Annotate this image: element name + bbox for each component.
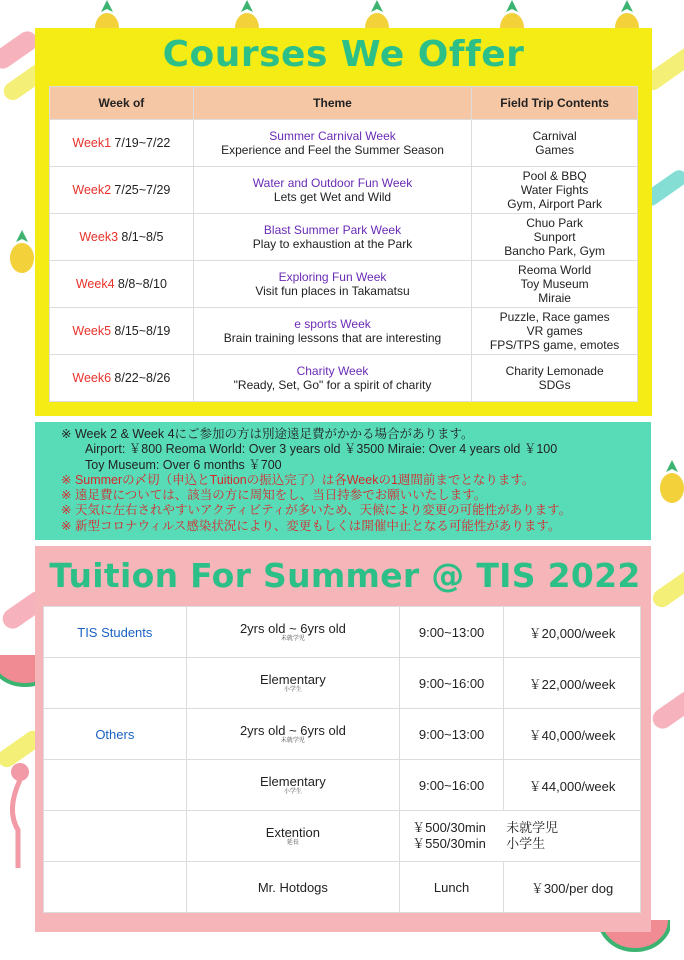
hotdogs-time: Lunch	[400, 862, 504, 913]
header-week: Week of	[50, 87, 194, 120]
decor-stripe	[649, 687, 684, 732]
theme-cell	[193, 261, 471, 308]
week-label: Week4	[75, 277, 115, 291]
price-cell: ￥20,000/week	[504, 607, 641, 658]
table-row-hotdogs	[44, 862, 641, 913]
week-cell	[50, 355, 194, 402]
week-dates: 7/19~7/22	[114, 136, 171, 150]
trip-item: Toy Museum	[520, 277, 589, 291]
theme-subtitle: Lets get Wet and Wild	[273, 190, 392, 204]
table-row	[50, 355, 638, 402]
week-cell	[50, 167, 194, 214]
tuition-title: Tuition For Summer @ TIS 2022	[49, 556, 641, 595]
week-cell	[50, 308, 194, 355]
theme-cell	[193, 214, 471, 261]
trip-item: Bancho Park, Gym	[504, 244, 605, 258]
note-line: ※ Week 2 & Week 4にご参加の方は別途遠足費がかかる場合があります。	[61, 427, 474, 441]
table-row	[44, 658, 641, 709]
extension-label-ja: 延長	[286, 840, 299, 846]
theme-subtitle: Brain training lessons that are interesting	[223, 331, 442, 345]
table-row	[50, 214, 638, 261]
tuition-table	[43, 606, 641, 913]
note-line-warning: ※ 新型コロナウィルス感染状況により、変更もしくは開催中止となる可能性があります。	[61, 518, 561, 533]
time-cell: 9:00~13:00	[400, 607, 504, 658]
table-row-extension	[44, 811, 641, 862]
week-label: Week5	[72, 324, 112, 338]
trip-item: VR games	[526, 324, 583, 338]
theme-subtitle: Visit fun places in Takamatsu	[255, 284, 410, 298]
hotdogs-price: ￥300/per dog	[504, 862, 641, 913]
trip-item: Sunport	[533, 230, 576, 244]
notes-panel	[35, 422, 651, 540]
extension-price: ￥500/30min	[412, 820, 486, 835]
level-cell	[186, 811, 399, 862]
trip-item: Water Fights	[520, 183, 589, 197]
week-dates: 7/25~7/29	[114, 183, 171, 197]
trip-item: Games	[535, 143, 574, 157]
week-dates: 8/1~8/5	[121, 230, 164, 244]
level-cell	[186, 658, 399, 709]
theme-cell	[193, 167, 471, 214]
theme-cell	[193, 120, 471, 167]
trip-item: Miraie	[538, 291, 571, 305]
table-row	[44, 607, 641, 658]
trip-item: FPS/TPS game, emotes	[489, 338, 620, 352]
table-row	[44, 760, 641, 811]
week-dates: 8/8~8/10	[117, 277, 167, 291]
trip-cell	[472, 355, 638, 402]
extension-who: 小学生	[506, 836, 546, 851]
time-cell: 9:00~16:00	[400, 760, 504, 811]
week-label: Week2	[72, 183, 112, 197]
level-cell	[186, 607, 399, 658]
trip-cell	[472, 120, 638, 167]
courses-table	[49, 86, 638, 402]
group-cell: Others	[44, 709, 187, 760]
week-cell	[50, 214, 194, 261]
trip-item: Charity Lemonade	[505, 364, 604, 378]
level-label: 2yrs old ~ 6yrs old	[239, 621, 346, 636]
table-row	[50, 167, 638, 214]
pineapple-icon	[5, 230, 39, 274]
theme-title: Exploring Fun Week	[278, 270, 387, 284]
extension-who: 未就学児	[506, 820, 559, 835]
trip-cell	[472, 308, 638, 355]
header-trip: Field Trip Contents	[472, 87, 638, 120]
courses-header-row	[50, 87, 638, 120]
week-dates: 8/15~8/19	[114, 324, 171, 338]
trip-cell	[472, 167, 638, 214]
notes-list	[61, 427, 645, 534]
week-label: Week6	[72, 371, 112, 385]
pineapple-icon	[655, 460, 684, 504]
week-cell	[50, 261, 194, 308]
hotdogs-label: Mr. Hotdogs	[186, 862, 399, 913]
extension-price-cell	[400, 811, 641, 862]
level-label: Elementary	[260, 774, 326, 789]
theme-title: Blast Summer Park Week	[263, 223, 402, 237]
group-cell	[44, 760, 187, 811]
level-label-ja: 未就学児	[280, 636, 305, 642]
theme-subtitle: Experience and Feel the Summer Season	[221, 143, 444, 157]
group-cell	[44, 862, 187, 913]
trip-item: Gym, Airport Park	[507, 197, 602, 211]
level-label: Elementary	[260, 672, 326, 687]
trip-item: Puzzle, Race games	[499, 310, 610, 324]
group-cell	[44, 658, 187, 709]
trip-item: Chuo Park	[526, 216, 583, 230]
level-label: 2yrs old ~ 6yrs old	[239, 723, 346, 738]
level-label-ja: 小学生	[283, 789, 302, 795]
group-cell	[44, 811, 187, 862]
level-label-ja: 未就学児	[280, 738, 305, 744]
table-row	[50, 120, 638, 167]
note-line-warning: ※ 遠足費については、該当の方に周知をし、当日持参でお願いいたします。	[61, 488, 487, 503]
level-cell	[186, 760, 399, 811]
decor-stripe	[649, 567, 684, 610]
trip-item: Pool & BBQ	[522, 169, 587, 183]
week-cell	[50, 120, 194, 167]
week-label: Week1	[72, 136, 112, 150]
level-label-ja: 小学生	[283, 687, 302, 693]
time-cell: 9:00~16:00	[400, 658, 504, 709]
note-line: Airport: ￥800 Reoma World: Over 3 years old ￥3500 Miraie: Over 4 years old ￥100	[85, 442, 558, 457]
trip-item: SDGs	[538, 378, 571, 392]
week-label: Week3	[79, 230, 119, 244]
courses-title: Courses We Offer	[162, 34, 525, 75]
flamingo-icon	[0, 760, 34, 870]
theme-title: Charity Week	[296, 364, 369, 378]
level-cell	[186, 709, 399, 760]
week-dates: 8/22~8/26	[114, 371, 171, 385]
trip-cell	[472, 214, 638, 261]
theme-title: Summer Carnival Week	[269, 129, 396, 143]
note-line-warning: ※ 天気に左右されやすいアクティビティが多いため、天候により変更の可能性があります。	[61, 503, 572, 518]
time-cell: 9:00~13:00	[400, 709, 504, 760]
theme-subtitle: "Ready, Set, Go" for a spirit of charity	[233, 378, 432, 392]
group-cell: TIS Students	[44, 607, 187, 658]
note-line-warning: ※ Summerの〆切（申込とTuitionの振込完了）は各Weekの1週間前までとなります。	[61, 472, 535, 487]
price-cell: ￥44,000/week	[504, 760, 641, 811]
table-row	[50, 308, 638, 355]
table-row	[44, 709, 641, 760]
theme-subtitle: Play to exhaustion at the Park	[252, 237, 413, 251]
extension-label: Extention	[265, 825, 320, 840]
theme-cell	[193, 308, 471, 355]
theme-cell	[193, 355, 471, 402]
trip-item: Reoma World	[518, 263, 592, 277]
tuition-panel	[35, 546, 651, 932]
trip-item: Carnival	[532, 129, 577, 143]
header-theme: Theme	[193, 87, 471, 120]
note-line: Toy Museum: Over 6 months ￥700	[85, 457, 282, 472]
courses-panel	[35, 28, 652, 416]
extension-price: ￥550/30min	[412, 836, 486, 851]
trip-cell	[472, 261, 638, 308]
theme-title: e sports Week	[294, 317, 371, 331]
price-cell: ￥22,000/week	[504, 658, 641, 709]
theme-title: Water and Outdoor Fun Week	[252, 176, 413, 190]
price-cell: ￥40,000/week	[504, 709, 641, 760]
table-row	[50, 261, 638, 308]
